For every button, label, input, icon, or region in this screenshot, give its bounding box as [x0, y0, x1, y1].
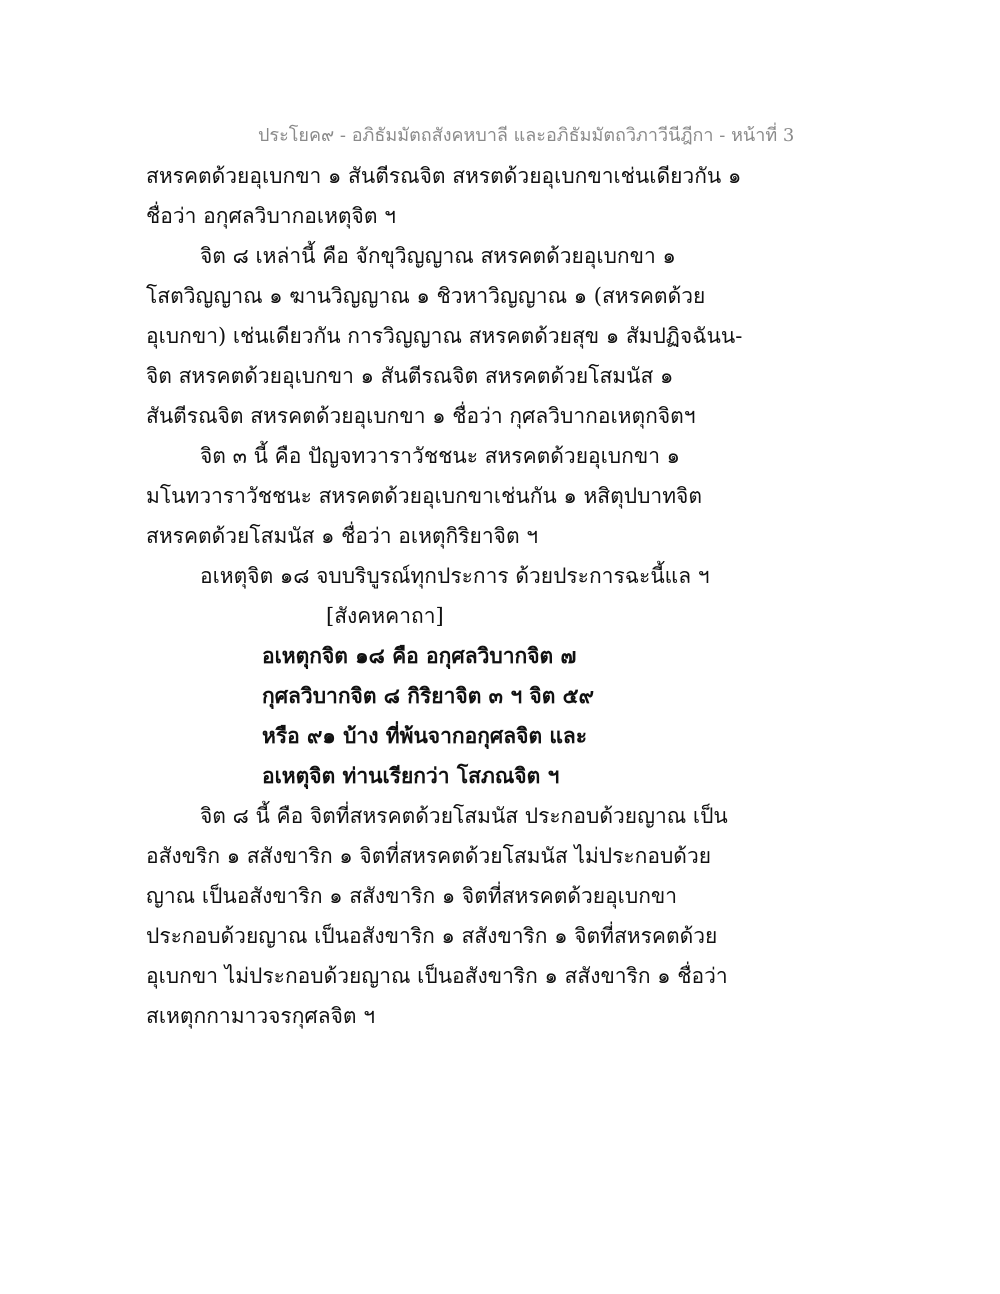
page-header: ประโยค๙ - อภิธัมมัตถสังคหบาลี และอภิธัมมัตถวิภาวีนีฎีกา - หน้าที่ 3 — [258, 125, 795, 146]
text-line: มโนทวาราวัชชนะ สหรคตด้วยอุเบกขาเช่นกัน ๑ หสิตุปบาทจิต — [146, 484, 702, 508]
text-line: สันตีรณจิต สหรคตด้วยอุเบกขา ๑ ชื่อว่า กุศลวิบากอเหตุกจิตฯ — [146, 404, 696, 428]
text-line: ชื่อว่า อกุศลวิบากอเหตุจิต ฯ — [146, 204, 396, 228]
verse-title: [สังคหคาถา] — [326, 604, 444, 628]
text-line: สหรคตด้วยโสมนัส ๑ ชื่อว่า อเหตุกิริยาจิต ฯ — [146, 524, 539, 548]
text-line: อสังขริก ๑ สสังขาริก ๑ จิตที่สหรคตด้วยโสมนัส ไม่ประกอบด้วย — [146, 844, 712, 868]
text-line: โสตวิญญาณ ๑ ฆานวิญญาณ ๑ ชิวหาวิญญาณ ๑ (สหรคตด้วย — [146, 284, 706, 308]
verse-line: หรือ ๙๑ บ้าง ที่พ้นจากอกุศลจิต และ — [262, 723, 588, 748]
verse-line: กุศลวิบากจิต ๘ กิริยาจิต ๓ ฯ จิต ๕๙ — [262, 683, 594, 708]
verse-line: อเหตุกจิต ๑๘ คือ อกุศลวิบากจิต ๗ — [262, 643, 577, 668]
text-line: จิต ๓ นี้ คือ ปัญจทวาราวัชชนะ สหรคตด้วยอุเบกขา ๑ — [200, 444, 680, 468]
text-line: จิต สหรคตด้วยอุเบกขา ๑ สันตีรณจิต สหรคตด้วยโสมนัส ๑ — [146, 364, 674, 388]
text-line: สเหตุกกามาวจรกุศลจิต ฯ — [146, 1004, 376, 1028]
text-line: อุเบกขา) เช่นเดียวกัน การวิญญาณ สหรคตด้วยสุข ๑ สัมปฏิจฉันน- — [146, 324, 743, 348]
text-line: อเหตุจิต ๑๘ จบบริบูรณ์ทุกประการ ด้วยประการฉะนี้แล ฯ — [200, 564, 710, 588]
text-line: อุเบกขา ไม่ประกอบด้วยญาณ เป็นอสังขาริก ๑ สสังขาริก ๑ ชื่อว่า — [146, 964, 728, 988]
text-line: จิต ๘ นี้ คือ จิตที่สหรคตด้วยโสมนัส ประกอบด้วยญาณ เป็น — [200, 804, 728, 828]
text-line: จิต ๘ เหล่านี้ คือ จักขุวิญญาณ สหรคตด้วยอุเบกขา ๑ — [200, 244, 676, 268]
text-line: ประกอบด้วยญาณ เป็นอสังขาริก ๑ สสังขาริก ๑ จิตที่สหรคตด้วย — [146, 924, 718, 948]
text-line: ญาณ เป็นอสังขาริก ๑ สสังขาริก ๑ จิตที่สหรคตด้วยอุเบกขา — [146, 884, 678, 908]
verse-line: อเหตุจิต ท่านเรียกว่า โสภณจิต ฯ — [262, 763, 560, 788]
page-content — [146, 156, 986, 1036]
text-line: สหรคตด้วยอุเบกขา ๑ สันตีรณจิต สหรตด้วยอุเบกขาเช่นเดียวกัน ๑ — [146, 164, 742, 188]
